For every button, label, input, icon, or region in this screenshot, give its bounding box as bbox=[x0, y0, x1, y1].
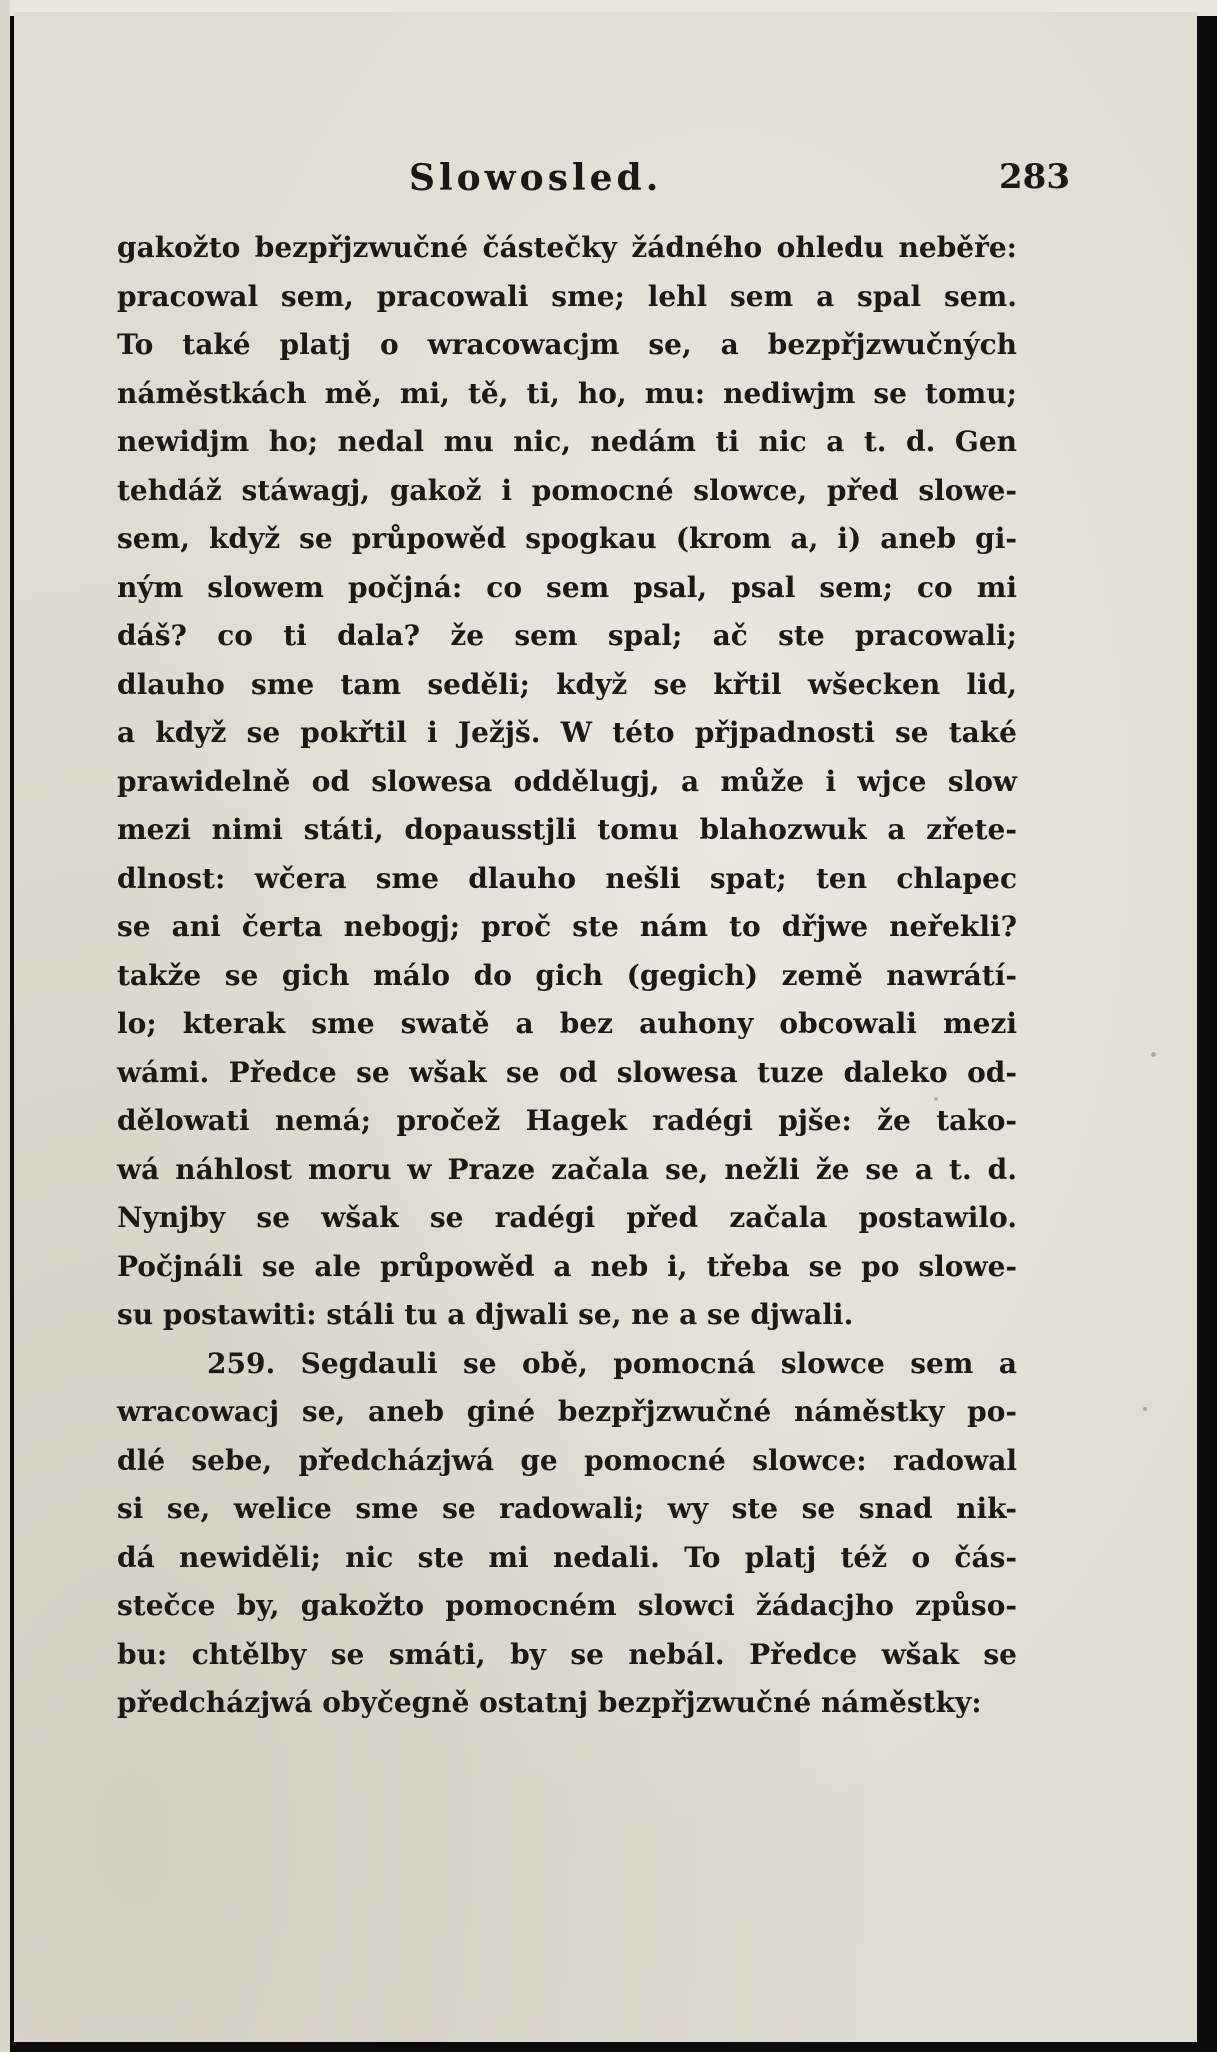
text-line: mezi nimi státi, dopausstjli tomu blahozwuk a zřete- bbox=[117, 813, 1017, 846]
text-line: wá náhlost moru w Praze začala se, nežli že se a t. d. bbox=[117, 1152, 1017, 1186]
book-page bbox=[14, 12, 1197, 2042]
text-line: a když se pokřtil i Ježjš. W této přjpadnosti se také bbox=[117, 716, 1017, 749]
body-text bbox=[117, 224, 1017, 1728]
text-line: dáš? co ti dala? že sem spal; ač ste pracowali; bbox=[117, 619, 1017, 652]
text-line: tehdáž stáwagj, gakož i pomocné slowce, před slowe- bbox=[117, 473, 1017, 507]
text-line: lo; kterak sme swatě a bez auhony obcowali mezi bbox=[117, 1007, 1017, 1040]
paragraph-start-line: 259. Segdauli se obě, pomocná slowce sem a bbox=[207, 1346, 1017, 1380]
text-line: dělowati nemá; pročež Hagek radégi pjše: že tako- bbox=[117, 1104, 1017, 1137]
text-line: Nynjby se wšak se radégi před začala postawilo. bbox=[117, 1201, 1017, 1234]
paper-speck bbox=[1143, 1407, 1147, 1411]
text-line: To také platj o wracowacjm se, a bezpřjzwučných bbox=[117, 328, 1017, 361]
text-line: wámi. Předce se wšak se od slowesa tuze daleko od- bbox=[117, 1055, 1017, 1089]
text-line: takže se gich málo do gich (gegich) země nawrátí- bbox=[117, 958, 1017, 992]
scan-left-edge bbox=[0, 0, 10, 2052]
text-line: bu: chtělby se smáti, by se nebál. Předce wšak se bbox=[117, 1637, 1017, 1671]
text-line: sem, když se průpowěd spogkau (krom a, i) aneb gi- bbox=[117, 522, 1017, 555]
text-line: Počjnáli se ale průpowěd a neb i, třeba se po slowe- bbox=[117, 1249, 1017, 1283]
text-line: pracowal sem, pracowali sme; lehl sem a spal sem. bbox=[117, 279, 1017, 313]
running-head: Slowosled. bbox=[409, 157, 663, 199]
page-number: 283 bbox=[999, 157, 1070, 197]
text-line: dlauho sme tam seděli; když se křtil wšecken lid, bbox=[117, 667, 1017, 701]
text-line: předcházjwá obyčegně ostatnj bezpřjzwučné náměstky: bbox=[117, 1686, 982, 1719]
text-line: dlé sebe, předcházjwá ge pomocné slowce: radowal bbox=[117, 1443, 1017, 1477]
text-line: si se, welice sme se radowali; wy ste se snad nik- bbox=[117, 1492, 1017, 1525]
text-line: wracowacj se, aneb giné bezpřjzwučné náměstky po- bbox=[117, 1395, 1017, 1428]
text-line: stečce by, gakožto pomocném slowci žádacjho způso- bbox=[117, 1589, 1017, 1622]
text-line: su postawiti: stáli tu a djwali se, ne a se djwali. bbox=[117, 1298, 854, 1331]
text-line: se ani čerta nebogj; proč ste nám to dřjwe neřekli? bbox=[117, 910, 1017, 943]
page-header bbox=[14, 157, 1197, 207]
text-line: newidjm ho; nedal mu nic, nedám ti nic a t. d. Gen bbox=[117, 425, 1017, 458]
text-line: ným slowem počjná: co sem psal, psal sem; co mi bbox=[117, 570, 1017, 604]
paper-speck bbox=[934, 1097, 938, 1101]
text-line: dlnost: wčera sme dlauho nešli spat; ten chlapec bbox=[117, 861, 1017, 895]
paper-speck bbox=[1151, 1052, 1156, 1057]
text-line: náměstkách mě, mi, tě, ti, ho, mu: nediwjm se tomu; bbox=[117, 376, 1017, 410]
text-line: dá newiděli; nic ste mi nedali. To platj též o čás- bbox=[117, 1540, 1017, 1574]
text-line: prawidelně od slowesa oddělugj, a může i wjce slow bbox=[117, 764, 1017, 798]
text-line: gakožto bezpřjzwučné částečky žádného ohledu neběře: bbox=[117, 231, 1017, 264]
